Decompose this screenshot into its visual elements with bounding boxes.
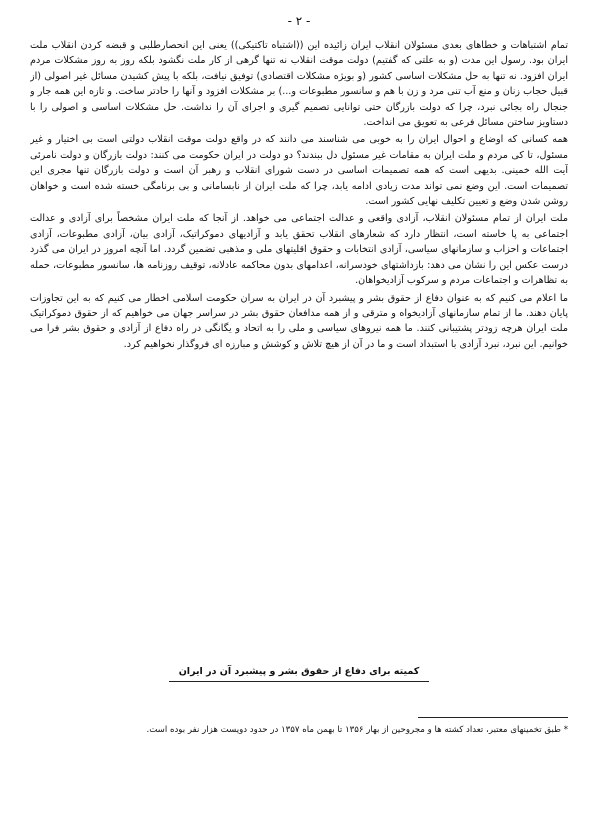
paragraph: تمام اشتباهات و خطاهای بعدی مسئولان انقلاب ایران زائیده این ((اشتباه تاکتیکی)) یعنی این انحصارطلبی و قبضه کردن انقلاب ملت ایران بود. رسول این مدت (و به علتی که گفتیم) دولت موقت انقلاب نه تنها گرهی از کار ملت نگشود بلکه روز به روز مشکلات مردم ایران افزود. نه تنها به حل مشکلات اساسی کشور (و بویژه مشکلات اقتصادی) توفیق نیافت، بلکه با پیش کشیدن مسائل غیر اصولی (از قبیل حجاب زنان و منع آب تنی مرد و زن با هم و سانسور مطبوعات و...) بر مشکلات افزود و آنها را حادتر ساخت. و تازه این همه جار و جنجال راه بجائی نبرد، چرا که دولت بازرگان حتی توانایی تصمیم گیری و اجرای آن را نداشت. حل مشکلات اساسی و اصولی را با دستاویز ساختن مسائل فرعی به تعویق می انداخت.	[30, 40, 568, 129]
footnote-divider	[418, 717, 568, 718]
signature: کمیته برای دفاع از حقوق بشر و پیشبرد آن در ایران	[178, 666, 420, 677]
paragraph: همه کسانی که اوضاع و احوال ایران را به خوبی می شناسند می دانند که در واقع دولت موقت انقلاب دولتی است بی اختیار و غیر مسئول، تا کی مردم و ملت ایران به مقامات غیر مسئول دل ببندند؟ دو دولت در ایران حکومت می کنند: دولت بازرگان و دولت نامرئی آیت الله خمینی. بدیهی است که همه تصمیمات اساسی در دست شورای انقلاب و رهبر آن است و دولت بازرگان تنها مجری این تصمیمات است. این وضع نمی تواند مدت زیادی ادامه یابد، چرا که ملت ایران از نابسامانی و بی برنامگی خسته شده است و خواهان روشن شدن وضع و تعیین تکلیف نهایی کشور است.	[30, 134, 568, 208]
paragraph: ما اعلام می کنیم که به عنوان دفاع از حقوق بشر و پیشبرد آن در ایران به سران حکومت اسلامی اخطار می کنیم که به این تجاوزات پایان دهند. ما از تمام سازمانهای آزادیخواه و مترقی و از همه مدافعان حقوق بشر در سراسر جهان می خواهیم که از حقوق دموکراتیک ملت ایران هرچه زودتر پشتیبانی کنند. ما همه نیروهای سیاسی و ملی را به اتحاد و یگانگی در راه دفاع از آزادی و حقوق بشر فرا می خوانیم. این نبرد، نبرد آزادی با استبداد است و ما در آن از هیچ تلاش و کوشش و مبارزه ای فروگذار نخواهیم کرد.	[30, 292, 568, 350]
paragraph: ملت ایران از تمام مسئولان انقلاب، آزادی واقعی و عدالت اجتماعی می خواهد. از آنجا که ملت ایران مشخصاً برای آزادی و عدالت اجتماعی به پا خاسته است، انتظار دارد که شعارهای انقلاب تحقق یابد و آزادیهای دموکراتیک، آزادی بیان، آزادی مطبوعات، آزادی اجتماعات و احزاب و سازمانهای سیاسی، آزادی انتخابات و حقوق اقلیتهای ملی و مذهبی تضمین گردد. اما آنچه امروز در ایران می گذرد درست عکس این را نشان می دهد: بازداشتهای خودسرانه، اعدامهای بدون محاکمه عادلانه، توقیف روزنامه ها، سانسور مطبوعات، حمله به تظاهرات و اجتماعات مردم و سرکوب آزادیخواهان.	[30, 213, 568, 287]
page-number: - ۲ -	[287, 14, 311, 28]
footnote: * طبق تخمینهای معتبر، تعداد کشته ها و مجروحین از بهار ۱۳۵۶ تا بهمن ماه ۱۳۵۷ در حدود دویست هزار نفر بوده است.	[146, 725, 568, 735]
signature-underline	[169, 681, 429, 682]
body-text	[30, 38, 568, 658]
